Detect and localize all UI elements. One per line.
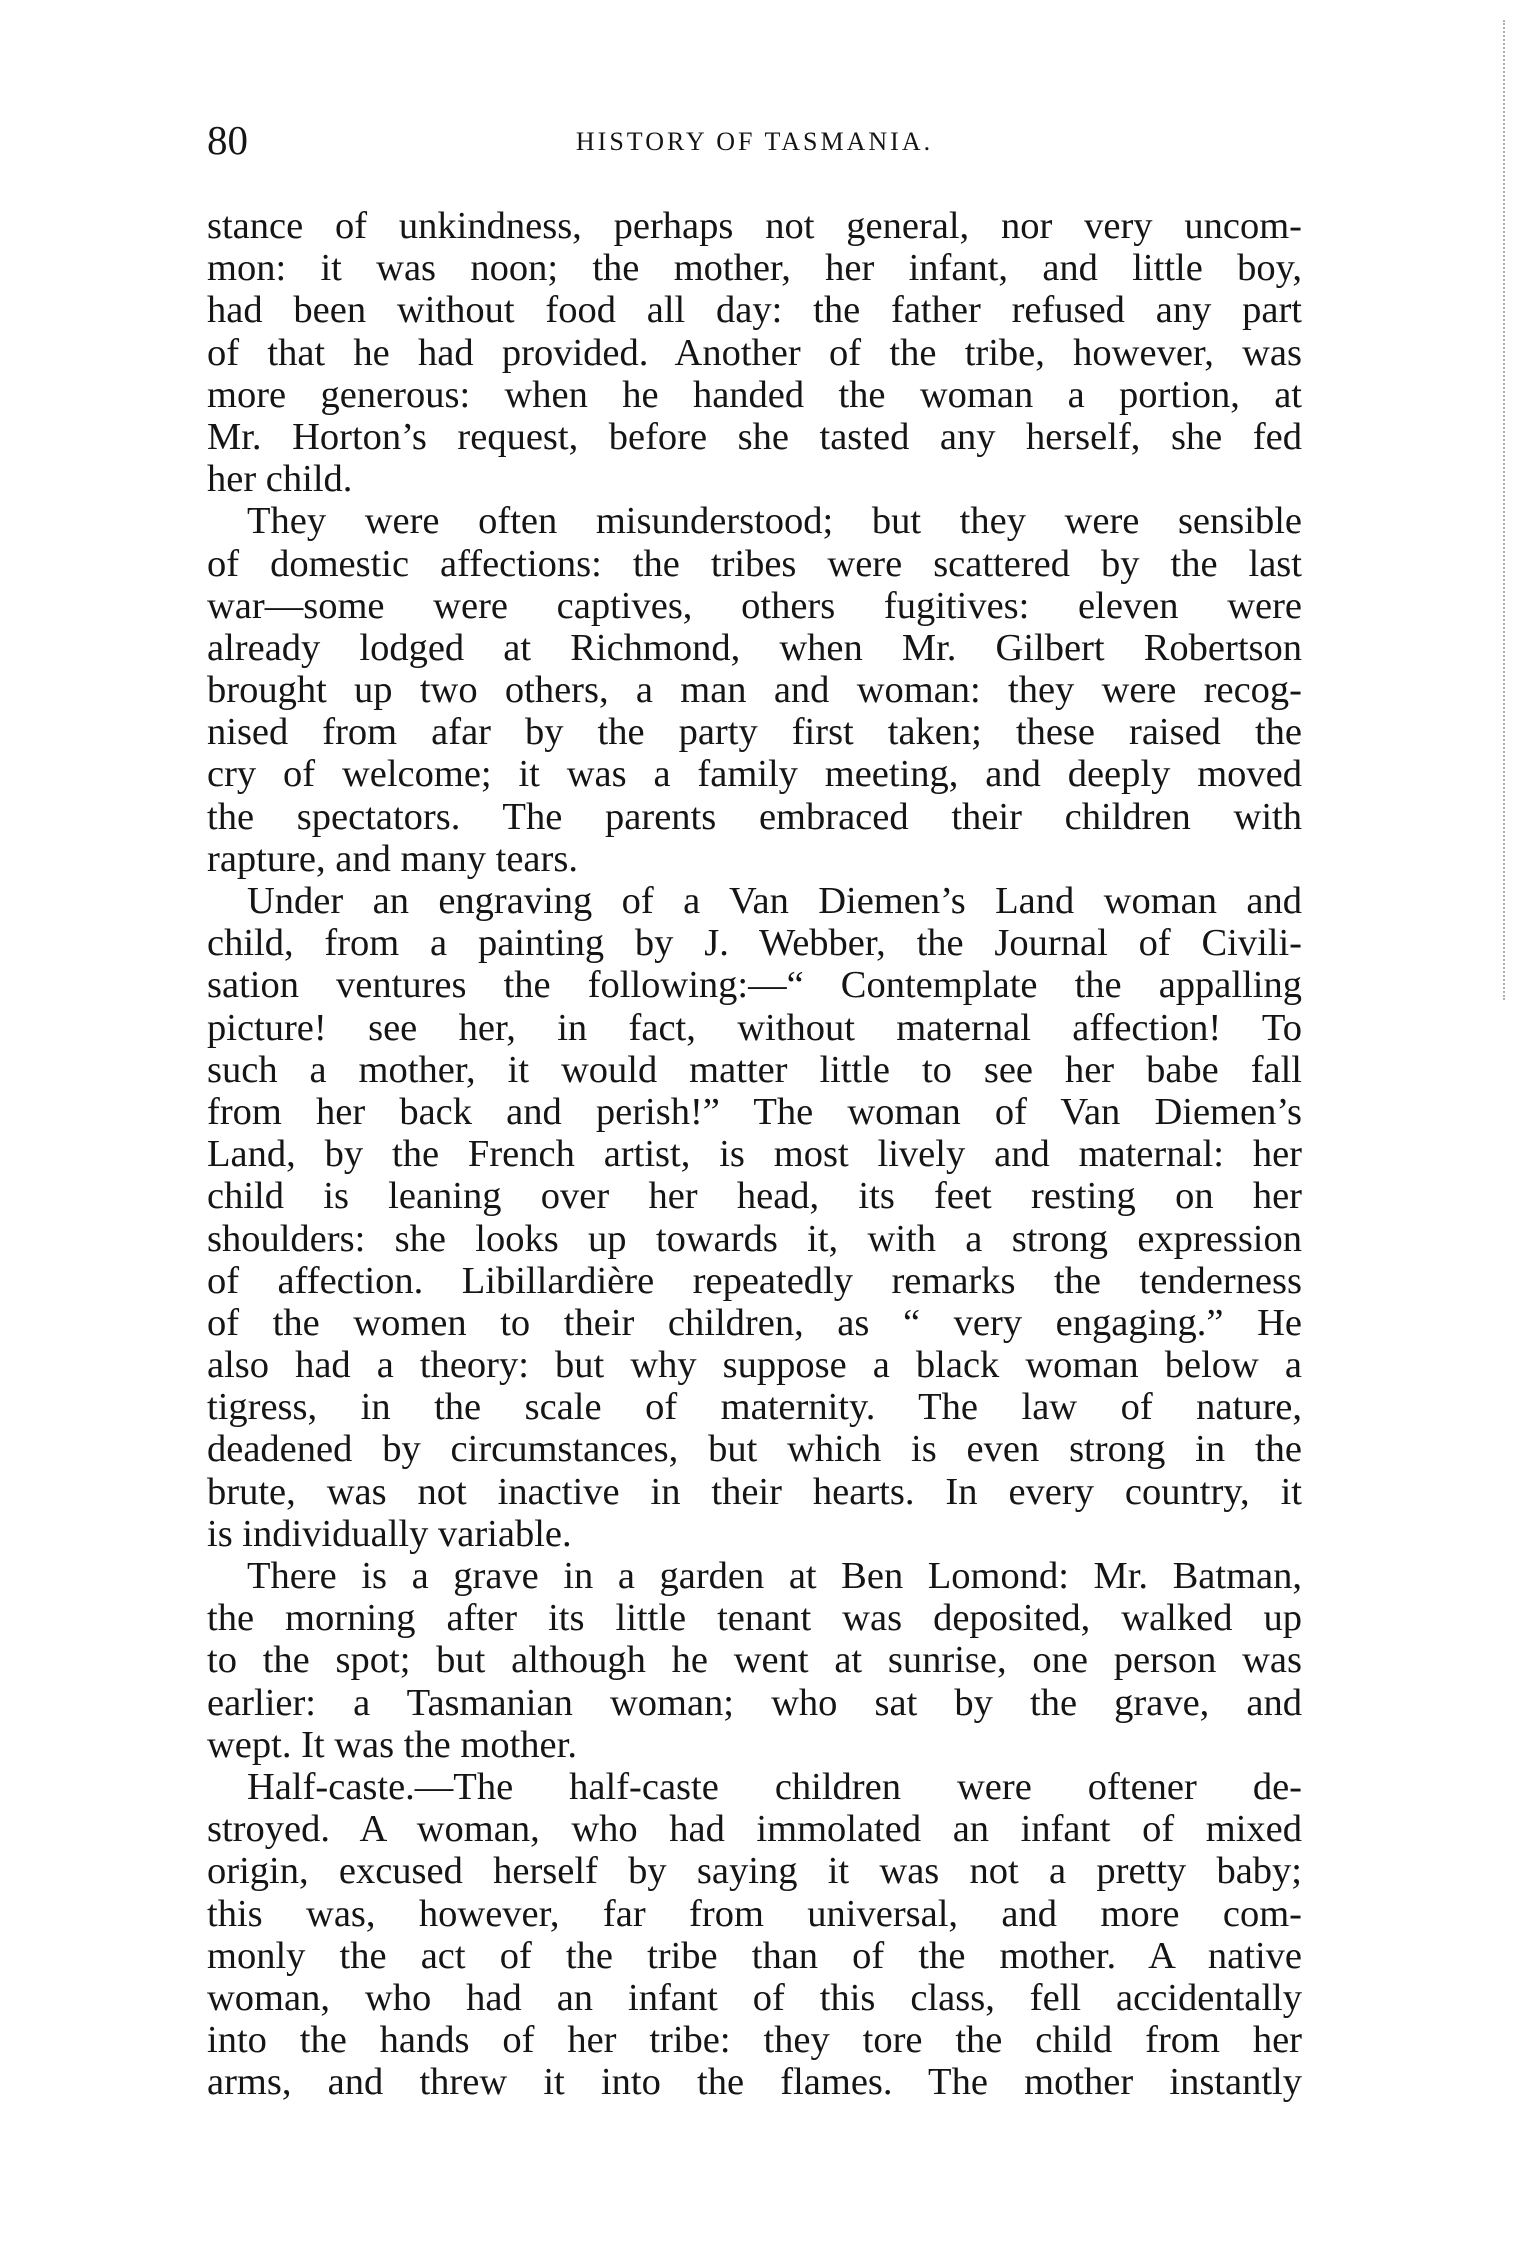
text-line: child is leaning over her head, its feet resting on her [207,1175,1302,1218]
text-line: brute, was not inactive in their hearts. In every country, it [207,1470,1302,1513]
page-header [207,112,1302,168]
paragraph-half-caste [207,1766,1302,2104]
text-line: already lodged at Richmond, when Mr. Gilbert Robertson [207,626,1302,669]
text-line: There is a grave in a garden at Ben Lomond: Mr. Batman, [247,1555,1302,1597]
text-line: cry of welcome; it was a family meeting, and deeply moved [207,753,1302,796]
page-edge-marks [1500,20,1505,1000]
paragraph-engraving [207,880,1302,1555]
text-line: rapture, and many tears. [207,837,578,880]
text-line: stroyed. A woman, who had immolated an infant of mixed [207,1808,1302,1851]
text-line: arms, and threw it into the flames. The mother instantly [207,2061,1302,2104]
paragraph-domestic-affections [207,500,1302,880]
running-title: HISTORY OF TASMANIA. [575,127,934,156]
text-line: of domestic affections: the tribes were scattered by the last [207,542,1302,585]
text-line: deadened by circumstances, but which is even strong in the [207,1428,1302,1471]
paragraph-grave [207,1555,1302,1766]
text-line: nised from afar by the party first taken; these raised the [207,711,1302,754]
text-line: Half-caste.—The half-caste children were oftener de- [247,1765,1302,1808]
text-line: the morning after its little tenant was deposited, walked up [207,1597,1302,1640]
text-line: of that he had provided. Another of the tribe, however, was [207,331,1302,374]
text-line: brought up two others, a man and woman: they were recog- [207,669,1302,712]
text-line: picture! see her, in fact, without maternal affection! To [207,1006,1302,1049]
text-line: child, from a painting by J. Webber, the Journal of Civili- [207,922,1302,965]
text-line: Land, by the French artist, is most lively and maternal: her [207,1133,1302,1176]
text-line: shoulders: she looks up towards it, with a strong expression [207,1217,1302,1260]
text-line: this was, however, far from universal, and more com- [207,1892,1302,1935]
text-line: Under an engraving of a Van Diemen’s Land woman and [247,880,1302,922]
text-line: They were often misunderstood; but they were sensible [247,500,1302,543]
page-number: 80 [207,117,248,163]
text-line: such a mother, it would matter little to see her babe fall [207,1048,1302,1091]
text-line: earlier: a Tasmanian woman; who sat by the grave, and [207,1681,1302,1724]
text-line: more generous: when he handed the woman a portion, at [207,373,1302,416]
text-line: tigress, in the scale of maternity. The law of nature, [207,1386,1302,1429]
paragraph-unkindness [207,205,1302,500]
text-line: Mr. Horton’s request, before she tasted any herself, she fed [207,415,1302,458]
text-line: of the women to their children, as “ very engaging.” He [207,1301,1302,1344]
text-line: to the spot; but although he went at sunrise, one person was [207,1639,1302,1682]
text-line: into the hands of her tribe: they tore the child from her [207,2019,1302,2062]
text-line: had been without food all day: the father refused any part [207,289,1302,332]
text-line: origin, excused herself by saying it was not a pretty baby; [207,1850,1302,1893]
text-line: war—some were captives, others fugitives: eleven were [207,584,1302,627]
text-line: monly the act of the tribe than of the mother. A native [207,1934,1302,1977]
text-line: of affection. Libillardière repeatedly remarks the tenderness [207,1259,1302,1302]
text-line: wept. It was the mother. [207,1723,577,1766]
text-line: is individually variable. [207,1512,572,1555]
text-line: also had a theory: but why suppose a black woman below a [207,1344,1302,1387]
text-line: mon: it was noon; the mother, her infant, and little boy, [207,247,1302,290]
text-line: stance of unkindness, perhaps not general, nor very uncom- [207,205,1302,247]
text-line: her child. [207,458,353,501]
text-line: woman, who had an infant of this class, fell accidentally [207,1976,1302,2019]
text-line: from her back and perish!” The woman of Van Diemen’s [207,1090,1302,1133]
text-line: the spectators. The parents embraced their children with [207,795,1302,838]
page-text-block [207,205,1302,2103]
text-line: sation ventures the following:—“ Contemplate the appalling [207,964,1302,1007]
